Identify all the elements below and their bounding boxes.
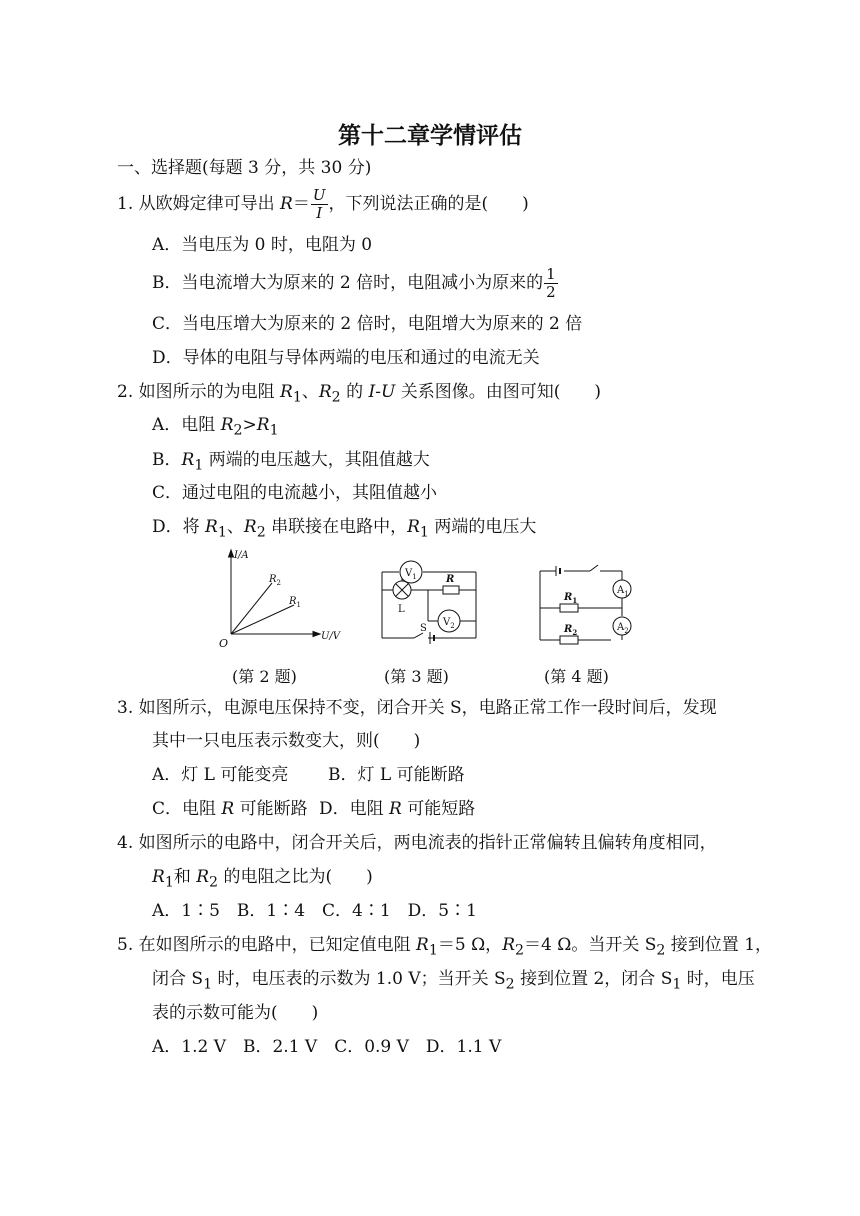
figure-2-caption: (第 2 题) — [232, 667, 297, 686]
q5-l2-c: 接到位置 2，闭合 S — [514, 969, 673, 989]
resistor-r2 — [560, 636, 578, 644]
q2-r2-sub: 2 — [331, 389, 341, 406]
figure-2-iu-graph — [212, 546, 350, 651]
q1-frac-num: U — [312, 186, 326, 204]
q5-r1-sub: 1 — [428, 942, 438, 959]
r2-label-sub: 2 — [276, 579, 281, 587]
q1-option-d: D．导体的电阻与导体两端的电压和通过的电流无关 — [152, 348, 540, 368]
q2-d-r2: R — [243, 517, 257, 537]
q5-s1-sub-b: 1 — [672, 976, 682, 993]
q2-d-sep: 、 — [226, 517, 244, 537]
q2-d-text-3: 两端的电压大 — [428, 517, 537, 537]
page-title: 第十二章学情评估 — [338, 123, 522, 149]
switch-label: S — [420, 623, 427, 634]
q1-option-c: C．当电压增大为原来的 2 倍时，电阻增大为原来的 2 倍 — [152, 314, 583, 334]
q4-r2: R — [196, 867, 210, 887]
q1-fraction — [311, 187, 328, 222]
r1-label — [563, 592, 577, 605]
q2-d-r1b-sub: 1 — [419, 524, 429, 541]
q4-options: A．1∶5 B．1∶4 C．4∶1 D．5∶1 — [152, 901, 477, 921]
q2-b-r1-sub: 1 — [194, 457, 204, 474]
q4-r2-sub: 2 — [209, 874, 219, 891]
resistor-r — [443, 586, 459, 594]
v1-sub: 1 — [412, 573, 417, 581]
q1-var-r: R — [280, 194, 293, 214]
q2-sep: 、 — [301, 382, 319, 402]
q1-option-b — [152, 263, 559, 303]
figure-3-caption: (第 3 题) — [384, 667, 449, 686]
q2-r1: R — [280, 382, 293, 402]
a2-letter: A — [617, 622, 625, 633]
x-axis-arrow — [313, 632, 320, 637]
q2-r2: R — [318, 382, 332, 402]
figure-4-circuit — [534, 558, 640, 648]
r1-label-sub: 1 — [296, 601, 301, 609]
v1-letter: V — [405, 568, 413, 579]
a1-sub: 1 — [624, 590, 629, 598]
question-5-line-1 — [117, 934, 772, 961]
a1-letter: A — [617, 585, 625, 596]
q4-r1: R — [152, 867, 165, 887]
q5-l1-c: ＝4 Ω。当开关 S — [524, 935, 657, 955]
q3-option-a: A．灯 L 可能变亮 — [152, 765, 289, 785]
q2-a-r2: R — [220, 415, 234, 435]
q2-text-2: 的 — [340, 382, 369, 402]
q4-end: 的电阻之比为( ) — [218, 867, 373, 887]
question-4-line-2 — [152, 866, 373, 893]
q3-d-r: R — [389, 799, 402, 819]
q5-r1: R — [416, 935, 429, 955]
q2-iu: I-U — [368, 382, 396, 402]
q2-option-c: C．通过电阻的电流越小，其阻值越小 — [152, 483, 438, 503]
lamp-label: L — [398, 604, 405, 615]
r2-label — [563, 624, 577, 637]
q5-l2-b: 时，电压表的示数为 1.0 V；当开关 S — [212, 969, 506, 989]
question-4-line-1: 4. 如图所示的电路中，闭合开关后，两电流表的指针正常偏转且偏转角度相同， — [117, 833, 717, 853]
question-1-stem — [117, 184, 529, 224]
q5-s2-sub: 2 — [656, 942, 666, 959]
q2-text-3: 关系图像。由图可知( ) — [395, 382, 601, 402]
resistor-r-label: R — [446, 574, 455, 585]
r1-sub: 1 — [572, 596, 578, 605]
q1-stem-text: 1. 从欧姆定律可导出 — [117, 194, 281, 214]
a2-sub: 2 — [624, 627, 629, 635]
q5-options: A．1.2 V B．2.1 V C．0.9 V D．1.1 V — [152, 1037, 502, 1057]
r2-label-r: R — [269, 574, 277, 585]
q2-d-text: D．将 — [152, 517, 206, 537]
q4-mid: 和 — [173, 867, 197, 887]
q5-l1-d: 接到位置 1， — [665, 935, 773, 955]
q4-r1-sub: 1 — [164, 874, 174, 891]
y-axis-label: I/A — [234, 550, 249, 561]
r1-label-r: R — [289, 596, 297, 607]
q1-equals: ＝ — [292, 194, 310, 214]
figure-4-caption: (第 4 题) — [544, 667, 609, 686]
q5-s1-sub: 1 — [203, 976, 213, 993]
q1-option-a: A．当电压为 0 时，电阻为 0 — [152, 235, 373, 255]
q3-c-tail: 可能断路 — [234, 799, 308, 819]
figure-3-circuit — [376, 555, 484, 645]
line-r1 — [231, 605, 294, 634]
q5-r2: R — [502, 935, 515, 955]
v2-letter: V — [443, 617, 451, 628]
r2-sub: 2 — [572, 628, 578, 637]
q2-option-d — [152, 516, 536, 543]
q2-d-text-2: 串联接在电路中， — [265, 517, 408, 537]
r2-letter: R — [564, 624, 573, 635]
r1-letter: R — [564, 592, 573, 603]
q2-option-b — [152, 449, 430, 476]
q3-d-tail: 可能短路 — [401, 799, 476, 819]
q2-b-label: B． — [152, 450, 182, 470]
q3-option-c — [152, 798, 308, 820]
q3-d-text: D．电阻 — [319, 799, 390, 819]
q1-frac-den: I — [316, 204, 323, 222]
question-3-line-1: 3. 如图所示，电源电压保持不变，闭合开关 S，电路正常工作一段时间后，发现 — [117, 698, 717, 718]
q3-option-d — [319, 798, 475, 820]
v2-sub: 2 — [450, 622, 455, 630]
q5-l2-a: 闭合 S — [152, 969, 204, 989]
q2-d-r1-sub: 1 — [217, 524, 227, 541]
x-axis-label: U/V — [321, 631, 341, 642]
y-axis-arrow — [229, 550, 234, 557]
switch — [590, 565, 598, 571]
q2-d-r1: R — [205, 517, 218, 537]
question-3-line-2: 其中一只电压表示数变大，则( ) — [152, 731, 421, 751]
q3-c-r: R — [221, 799, 235, 819]
q2-d-r1b: R — [407, 517, 420, 537]
q2-b-text: 两端的电压越大，其阻值越大 — [203, 450, 430, 470]
q2-r1-sub: 1 — [292, 389, 302, 406]
q5-l1-b: ＝5 Ω， — [437, 935, 503, 955]
question-5-line-2 — [152, 968, 755, 995]
question-2-stem — [117, 381, 601, 408]
q1-b-den: 2 — [546, 283, 556, 301]
q1-option-b-fraction — [544, 266, 558, 301]
q1-option-b-text: B．当电流增大为原来的 2 倍时，电阻减小为原来的 — [152, 273, 544, 293]
q2-option-a — [152, 414, 279, 441]
q3-c-text: C．电阻 — [152, 799, 222, 819]
section-heading: 一、选择题(每题 3 分，共 30 分) — [117, 158, 372, 178]
q2-a-text: A．电阻 — [152, 415, 221, 435]
question-5-line-3: 表的示数可能为( ) — [152, 1003, 319, 1023]
q2-text-1: 2. 如图所示的为电阻 — [117, 382, 281, 402]
q5-l1-a: 5. 在如图所示的电路中，已知定值电阻 — [117, 935, 417, 955]
q2-a-gt: > — [242, 415, 257, 435]
q2-a-r1: R — [256, 415, 270, 435]
q5-s2-sub-b: 2 — [505, 976, 515, 993]
q5-r2-sub: 2 — [515, 942, 525, 959]
q2-a-r2-sub: 2 — [233, 422, 243, 439]
q2-a-r1-sub: 1 — [269, 422, 279, 439]
resistor-r1 — [560, 604, 578, 612]
q2-b-r1: R — [181, 450, 195, 470]
q2-d-r2-sub: 2 — [256, 524, 266, 541]
q1-b-num: 1 — [546, 265, 556, 283]
origin-label: O — [219, 637, 229, 650]
line-r2 — [231, 583, 272, 634]
q5-l2-d: 时，电压 — [681, 969, 755, 989]
q3-option-b: B．灯 L 可能断路 — [328, 765, 465, 785]
q1-stem-tail: ，下列说法正确的是( ) — [328, 194, 529, 214]
